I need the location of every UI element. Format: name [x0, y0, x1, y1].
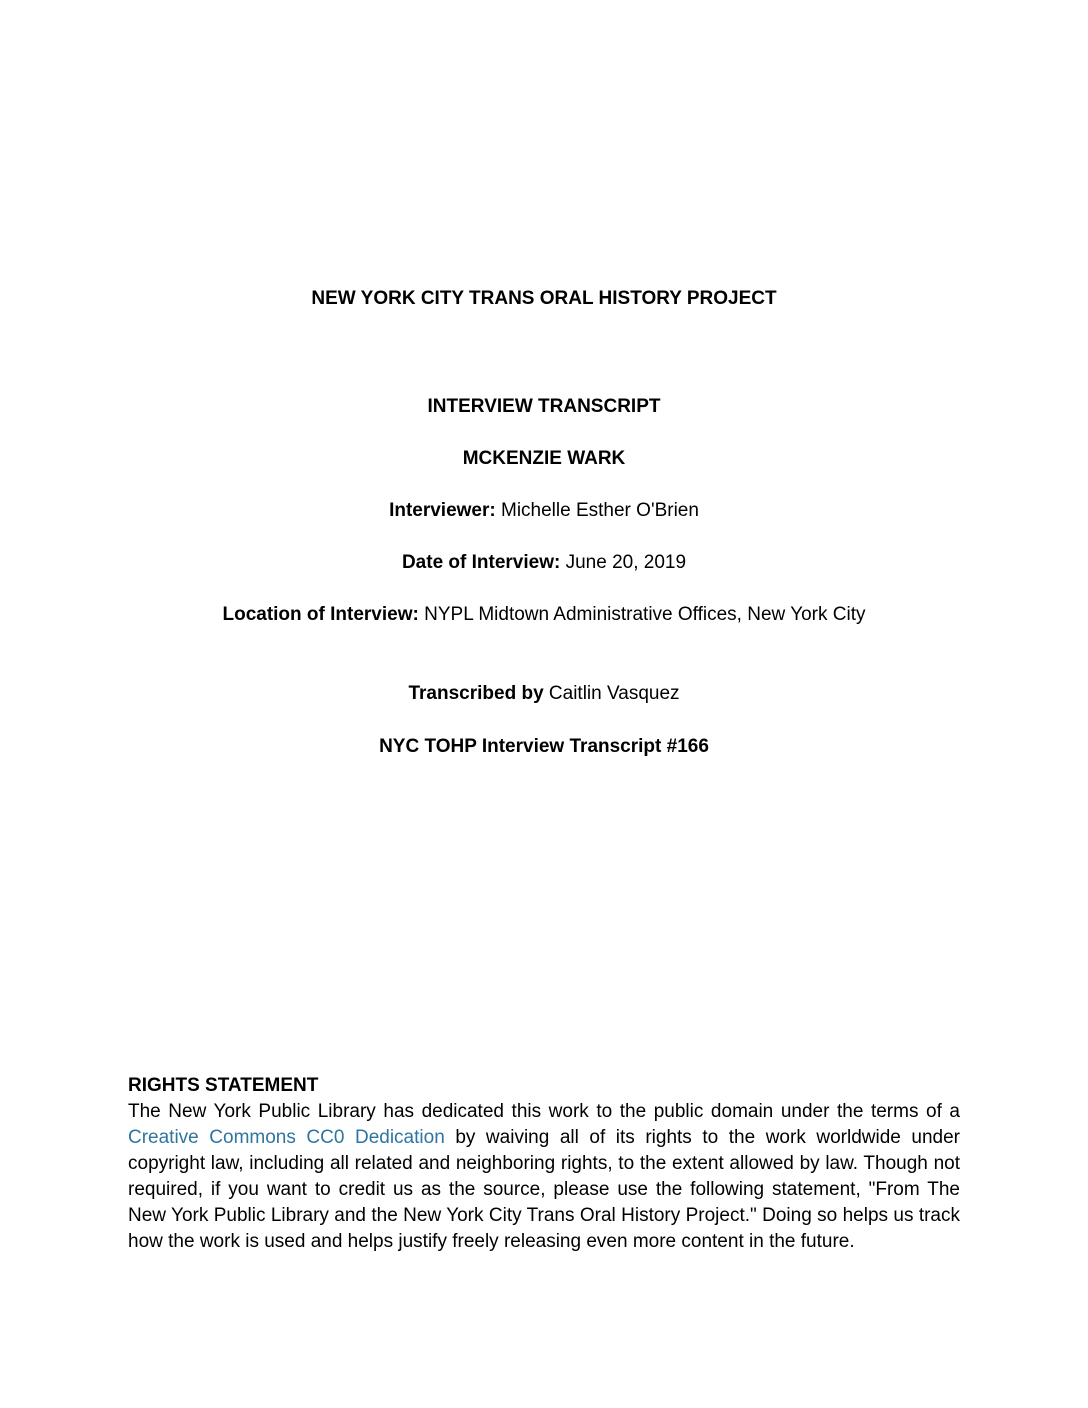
creative-commons-cc0-link[interactable]: Creative Commons CC0 Dedication [128, 1127, 445, 1148]
rights-text-after-link: by waiving all of its rights to the work worldwide under copyright law, including all related and neighboring rights, to the extent allowed by law. Though not required, if you want to credit us as the source, please use the following statement, "From The New York Public Library and the New York City Trans Oral History Project." Doing so helps us track how the work is used and helps justify freely releasing even more content in the future. [128, 1127, 960, 1252]
interviewer-value: Michelle Esther O'Brien [495, 500, 699, 521]
document-subtitle: INTERVIEW TRANSCRIPT [427, 396, 661, 417]
rights-statement-heading: RIGHTS STATEMENT [128, 1075, 319, 1096]
transcript-number: NYC TOHP Interview Transcript #166 [379, 736, 709, 757]
transcribed-value: Caitlin Vasquez [543, 683, 680, 704]
transcribed-label: Transcribed by [408, 683, 544, 704]
transcribed-line [128, 681, 960, 707]
location-label: Location of Interview: [222, 604, 419, 625]
location-line [128, 602, 960, 628]
date-label: Date of Interview: [401, 552, 561, 573]
interviewer-label: Interviewer: [389, 500, 496, 521]
location-value: NYPL Midtown Administrative Offices, New York City [418, 604, 866, 625]
date-line [128, 550, 960, 576]
interviewer-line [128, 498, 960, 524]
rights-text-before-link: The New York Public Library has dedicated this work to the public domain under the terms of a [128, 1101, 960, 1122]
interviewee-name: MCKENZIE WARK [462, 448, 626, 469]
project-title: NEW YORK CITY TRANS ORAL HISTORY PROJECT [311, 288, 777, 309]
rights-statement-body [128, 1099, 960, 1255]
date-value: June 20, 2019 [560, 552, 687, 573]
